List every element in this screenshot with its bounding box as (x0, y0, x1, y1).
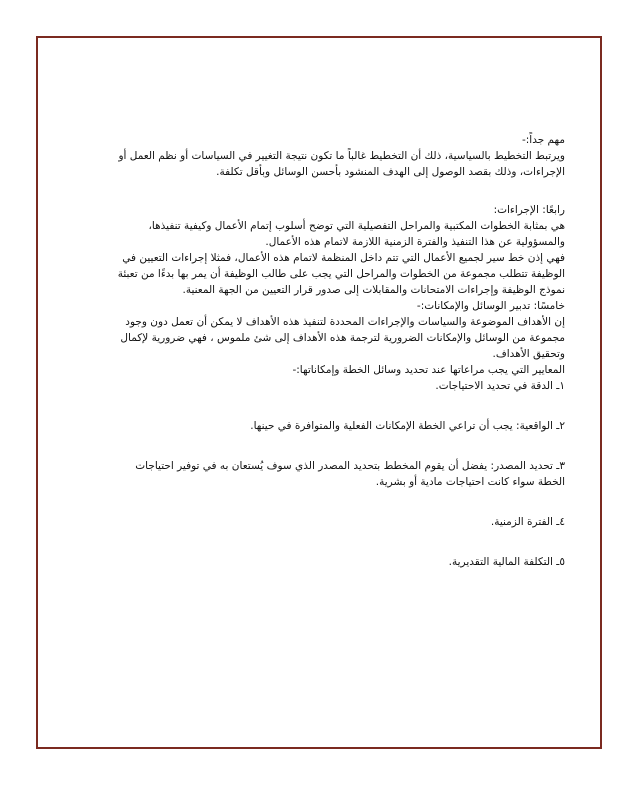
text-line: ويرتبط التخطيط بالسياسية، ذلك أن التخطيط غالباً ما تكون نتيجة التغيير في السياسات أو نظم العمل أو (118, 150, 565, 162)
text-line: وتحقيق الأهداف. (492, 348, 565, 360)
text-line: فهي إذن خط سير لجميع الأعمال التي تتم داخل المنظمة لاتمام هذه الأعمال، فمثلا إجراءات التعيين في (122, 252, 565, 264)
criteria-item-2: ٢ـ الواقعية: يجب أن تراعي الخطة الإمكانات الفعلية والمتوافرة في حينها. (250, 420, 565, 432)
section5-paragraph (75, 314, 565, 362)
text-line: هي بمثابة الخطوات المكتبية والمراحل التفصيلية التي توضح أسلوب إتمام الأعمال وكيفية تنفيذها، (148, 220, 565, 232)
criteria-heading: المعايير التي يجب مراعاتها عند تحديد وسائل الخطة وإمكاناتها:- (292, 364, 565, 376)
text-line: إن الأهداف الموضوعة والسياسات والإجراءات المحددة لتنفيذ هذه الأهداف لا يمكن أن تعمل دون وجود (125, 316, 565, 328)
intro-paragraph (75, 148, 565, 180)
criteria-item-4: ٤ـ الفترة الزمنية. (490, 516, 565, 528)
text-line: الخطة سواء كانت احتياجات مادية أو بشرية. (375, 476, 565, 488)
criteria-item-1: ١ـ الدقة في تحديد الاحتياجات. (435, 380, 565, 392)
document-body (75, 132, 565, 570)
text-line: مجموعة من الوسائل والإمكانات الضرورية لترجمة هذه الأهداف إلى شئ ملموس ، فهي ضرورية لإكمال (120, 332, 565, 344)
criteria-item-3 (75, 458, 565, 490)
text-line: نموذج الوظيفة وإجراءات الامتحانات والمقابلات إلى صدور قرار التعيين من الجهة المعنية. (182, 284, 565, 296)
section4-paragraph (75, 218, 565, 298)
text-line: والمسؤولية عن هذا التنفيذ والفترة الزمنية اللازمة لاتمام هذه الأعمال. (265, 236, 565, 248)
criteria-item-5: ٥ـ التكلفة المالية التقديرية. (448, 556, 565, 568)
text-line: الوظيفة تتطلب مجموعة من الخطوات والمراحل التي يجب على طالب الوظيفة أن يمر بها بدءًا من تعبئة (117, 268, 565, 280)
text-line: ٣ـ تحديد المصدر: يفضل أن يقوم المخطط بتحديد المصدر الذي سوف يُستعان به في توفير احتياجات (135, 460, 565, 472)
text-line: الإجراءات، وذلك بقصد الوصول إلى الهدف المنشود بأحسن الوسائل وبأقل تكلفة. (216, 166, 565, 178)
section4-heading: رابعًا: الإجراءات: (493, 204, 565, 216)
intro-heading: مهم جداً:- (521, 134, 565, 146)
section5-heading: خامسًا: تدبير الوسائل والإمكانات:- (416, 300, 565, 312)
